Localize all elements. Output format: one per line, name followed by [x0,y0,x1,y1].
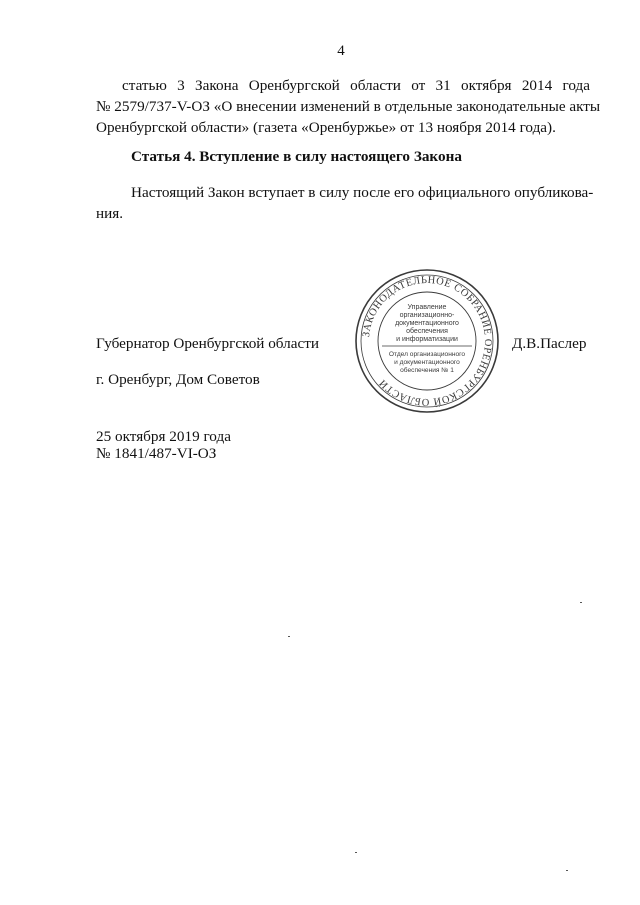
paragraph-line: Настоящий Закон вступает в силу после его официального опубликова- [131,184,594,201]
stamp-seal-icon [354,268,500,414]
scan-speck [580,602,582,603]
signatory-name: Д.В.Паслер [512,335,587,352]
paragraph-line: № 2579/737-V-ОЗ «О внесении изменений в отдельные законодательные акты [96,98,601,115]
signing-place: г. Оренбург, Дом Советов [96,371,260,388]
stamp-inner-text: документационного [395,320,459,327]
scan-speck [566,870,568,871]
stamp-inner-text: организационно- [399,312,455,319]
paragraph-line: Оренбургской области» (газета «Оренбуржье» от 13 ноября 2014 года). [96,119,556,136]
stamp-inner-text: и документационного [394,359,460,366]
stamp-inner-text: обеспечения [406,328,448,335]
paragraph-line: ния. [96,205,124,222]
stamp-inner-text: обеспечения № 1 [400,367,454,374]
official-stamp [354,268,500,414]
stamp-inner-text: Отдел организационного [388,351,466,358]
paragraph-line: статью 3 Закона Оренбургской области от 31 октября 2014 года [122,77,590,94]
stamp-ring-text: ЗАКОНОДАТЕЛЬНОЕ СОБРАНИЕ ОРЕНБУРГСКОЙ ОБЛАСТИ [361,274,494,408]
signatory-position: Губернатор Оренбургской области [96,335,319,352]
scan-speck [355,852,357,853]
stamp-inner-text: и информатизации [396,336,458,343]
page-number: 4 [337,43,345,59]
scan-speck [288,636,290,637]
article-heading: Статья 4. Вступление в силу настоящего Закона [131,148,462,165]
stamp-inner-text: Управление [407,304,447,311]
law-date: 25 октября 2019 года [96,428,231,445]
law-number: № 1841/487-VI-ОЗ [96,445,217,462]
